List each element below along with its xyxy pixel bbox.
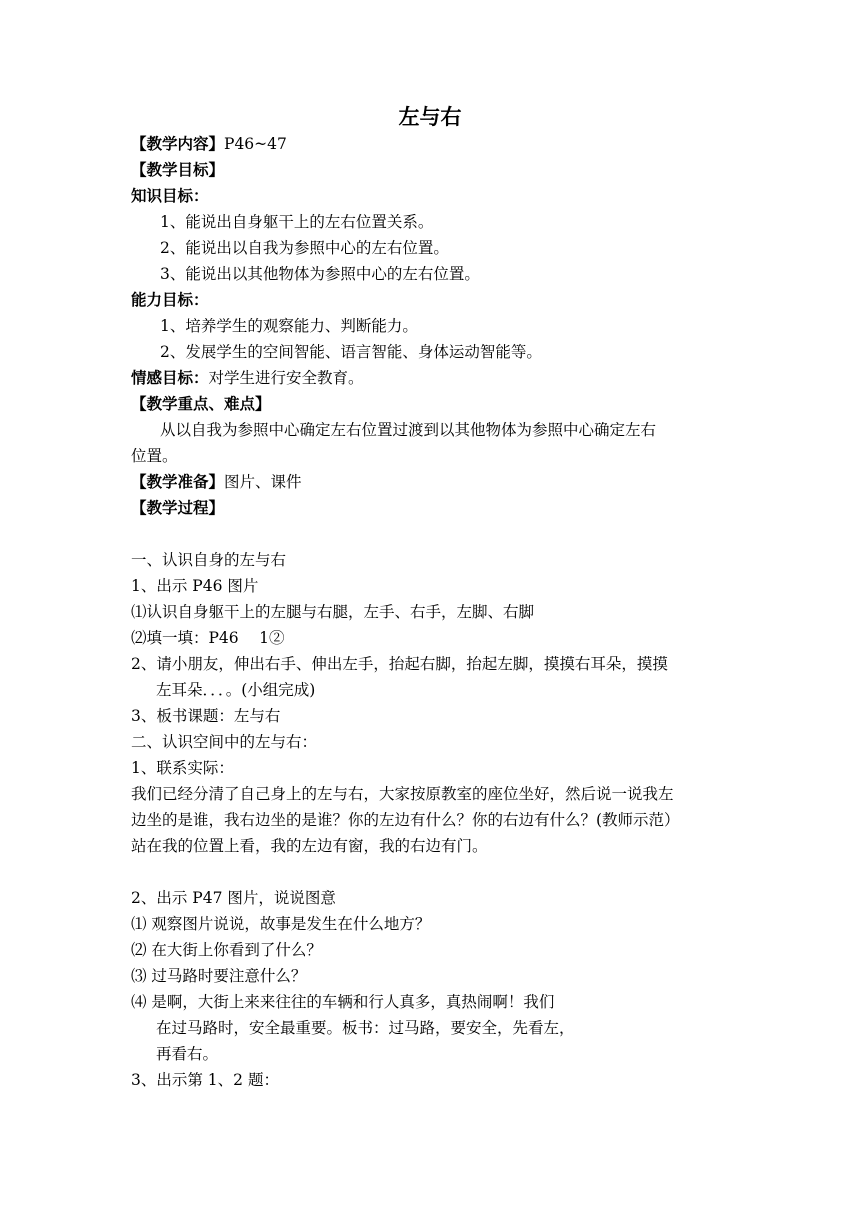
process-line: ⑴认识自身躯干上的左腿与右腿，左手、右手，左脚、右脚 (131, 603, 535, 621)
process-line: 边坐的是谁，我右边坐的是谁？你的左边有什么？你的右边有什么？(教师示范） (131, 811, 680, 829)
content-line (131, 134, 287, 154)
ability-label: 能力目标： (131, 290, 209, 309)
process-line: 2、出示 P47 图片，说说图意 (131, 889, 336, 907)
knowledge-item: 2、能说出以自我为参照中心的左右位置。 (160, 239, 449, 257)
process-line: 在过马路时，安全最重要。板书：过马路，要安全，先看左， (156, 1019, 575, 1037)
key-points-heading: 【教学重点、难点】 (131, 394, 271, 413)
key-points-text: 位置。 (131, 447, 178, 465)
content-value: P46~47 (224, 135, 287, 153)
process-line: ⑵ 在大街上你看到了什么？ (131, 941, 322, 959)
process-line: 3、板书课题：左与右 (131, 707, 281, 725)
prep-label: 【教学准备】 (131, 472, 225, 491)
ability-item: 2、发展学生的空间智能、语言智能、身体运动智能等。 (160, 343, 542, 361)
prep-line (131, 472, 302, 492)
process-line: 一、认识自身的左与右 (131, 551, 287, 569)
ability-item: 1、培养学生的观察能力、判断能力。 (160, 317, 418, 335)
prep-value: 图片、课件 (224, 473, 302, 491)
emotion-value: 对学生进行安全教育。 (208, 369, 364, 387)
emotion-label: 情感目标： (131, 368, 209, 387)
process-line: 站在我的位置上看，我的左边有窗，我的右边有门。 (131, 837, 488, 855)
process-line: 1、出示 P46 图片 (131, 577, 259, 595)
process-line: ⑵填一填：P46 1② (131, 629, 285, 647)
goals-heading: 【教学目标】 (131, 160, 225, 179)
process-line: ⑷ 是啊，大街上来来往往的车辆和行人真多，真热闹啊！我们 (131, 993, 555, 1011)
process-line: ⑶ 过马路时要注意什么？ (131, 967, 307, 985)
process-line: 再看右。 (156, 1045, 219, 1063)
process-heading: 【教学过程】 (131, 498, 225, 517)
knowledge-item: 3、能说出以其他物体为参照中心的左右位置。 (160, 265, 480, 283)
key-points-text: 从以自我为参照中心确定左右位置过渡到以其他物体为参照中心确定左右 (160, 421, 657, 439)
content-label: 【教学内容】 (131, 134, 225, 153)
process-line: 二、认识空间中的左与右： (131, 733, 318, 751)
process-line: ⑴ 观察图片说说，故事是发生在什么地方？ (131, 915, 431, 933)
process-line: 3、出示第 1、2 题： (131, 1071, 279, 1089)
process-line: 2、请小朋友，伸出右手、伸出左手，抬起右脚，抬起左脚，摸摸右耳朵，摸摸 (131, 655, 668, 673)
knowledge-label: 知识目标： (131, 186, 209, 205)
process-line: 1、联系实际： (131, 759, 234, 777)
process-line: 我们已经分清了自己身上的左与右，大家按原教室的座位坐好，然后说一说我左 (131, 785, 674, 803)
page-title: 左与右 (398, 104, 462, 129)
emotion-line (131, 368, 364, 388)
process-line: 左耳朵．．．。(小组完成) (156, 681, 316, 699)
knowledge-item: 1、能说出自身躯干上的左右位置关系。 (160, 213, 434, 231)
